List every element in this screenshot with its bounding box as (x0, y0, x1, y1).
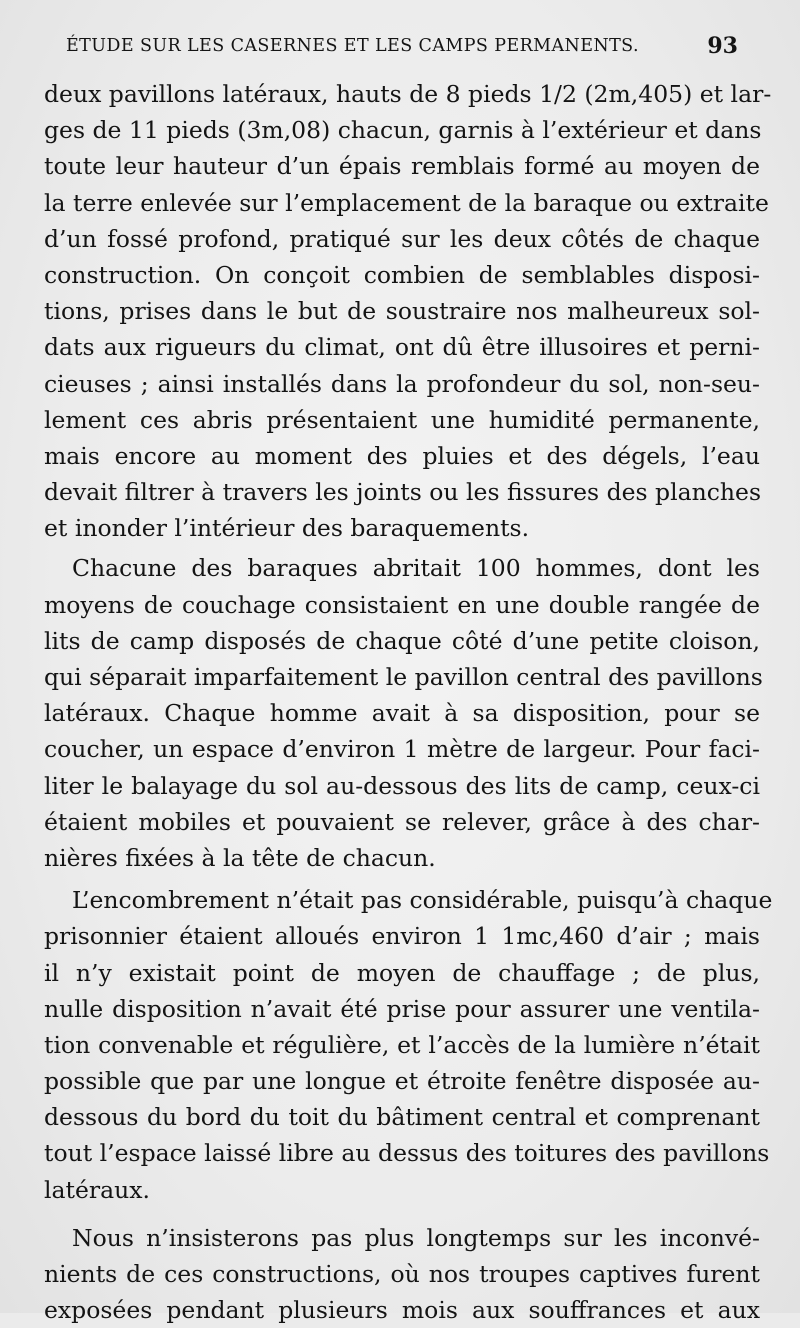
text-line: deux pavillons latéraux, hauts de 8 pieds 1/2 (2m,405) et lar- (44, 80, 772, 108)
text-line: moyens de couchage consistaient en une double rangée de (44, 590, 760, 619)
text-line: dats aux rigueurs du climat, ont dû être illusoires et perni- (44, 333, 760, 362)
text-line: tion convenable et régulière, et l’accès de la lumière n’était (44, 1030, 760, 1059)
text-line: cieuses ; ainsi installés dans la profondeur du sol, non-seu- (44, 369, 760, 398)
text-line: étaient mobiles et pouvaient se relever, grâce à des char- (44, 807, 760, 836)
text-line: mais encore au moment des pluies et des dégels, l’eau (44, 441, 760, 470)
text-line: coucher, un espace d’environ 1 mètre de largeur. Pour faci- (44, 735, 760, 764)
text-line: et inonder l’intérieur des baraquements. (44, 514, 530, 543)
text-line: lement ces abris présentaient une humidité permanente, (44, 405, 760, 434)
text-line: latéraux. (44, 1175, 150, 1204)
text-line: toute leur hauteur d’un épais remblais formé au moyen de (44, 152, 760, 181)
text-line: nients de ces constructions, où nos troupes captives furent (44, 1260, 760, 1288)
page-header (66, 33, 738, 66)
text-line: lits de camp disposés de chaque côté d’une petite cloison, (44, 626, 760, 655)
text-line: nières fixées à la tête de chacun. (44, 843, 436, 872)
text-line: Nous n’insisterons pas plus longtemps sur les inconvé- (72, 1223, 760, 1252)
page-number: 93 (707, 33, 738, 59)
text-line: il n’y existait point de moyen de chauffage ; de plus, (44, 958, 760, 987)
paragraph-3 (44, 882, 773, 1208)
text-line: qui séparait imparfaitement le pavillon central des pavillons (44, 663, 763, 691)
text-line: latéraux. Chaque homme avait à sa disposition, pour se (44, 699, 760, 728)
paragraph-1 (44, 76, 772, 546)
text-line: L’encombrement n’était pas considérable, puisqu’à chaque (72, 886, 773, 915)
running-head: ÉTUDE SUR LES CASERNES ET LES CAMPS PERMANENTS. (66, 36, 639, 56)
body-text (44, 76, 773, 1328)
text-line: prisonnier étaient alloués environ 1 1mc,460 d’air ; mais (44, 922, 760, 951)
text-line: tions, prises dans le but de soustraire nos malheureux sol- (44, 297, 760, 326)
text-line: dessous du bord du toit du bâtiment central et comprenant (44, 1103, 760, 1132)
text-line: nulle disposition n’avait été prise pour assurer une ventila- (44, 994, 760, 1023)
text-line: d’un fossé profond, pratiqué sur les deux côtés de chaque (44, 224, 760, 253)
text-line: ges de 11 pieds (3m,08) chacun, garnis à l’extérieur et dans (44, 116, 762, 145)
text-line: devait filtrer à travers les joints ou les fissures des planches (44, 478, 762, 507)
paragraph-2 (44, 550, 763, 876)
text-line: liter le balayage du sol au-dessous des lits de camp, ceux-ci (44, 771, 760, 800)
text-line: Chacune des baraques abritait 100 hommes, dont les (72, 554, 760, 583)
text-line: possible que par une longue et étroite fenêtre disposée au- (44, 1067, 760, 1096)
text-line: tout l’espace laissé libre au dessus des toitures des pavillons (44, 1139, 770, 1168)
paragraph-4 (44, 1220, 760, 1328)
text-line: la terre enlevée sur l’emplacement de la baraque ou extraite (44, 188, 769, 217)
text-line: exposées pendant plusieurs mois aux souffrances et aux (44, 1296, 760, 1325)
text-line: construction. On conçoit combien de semblables disposi- (44, 260, 760, 289)
